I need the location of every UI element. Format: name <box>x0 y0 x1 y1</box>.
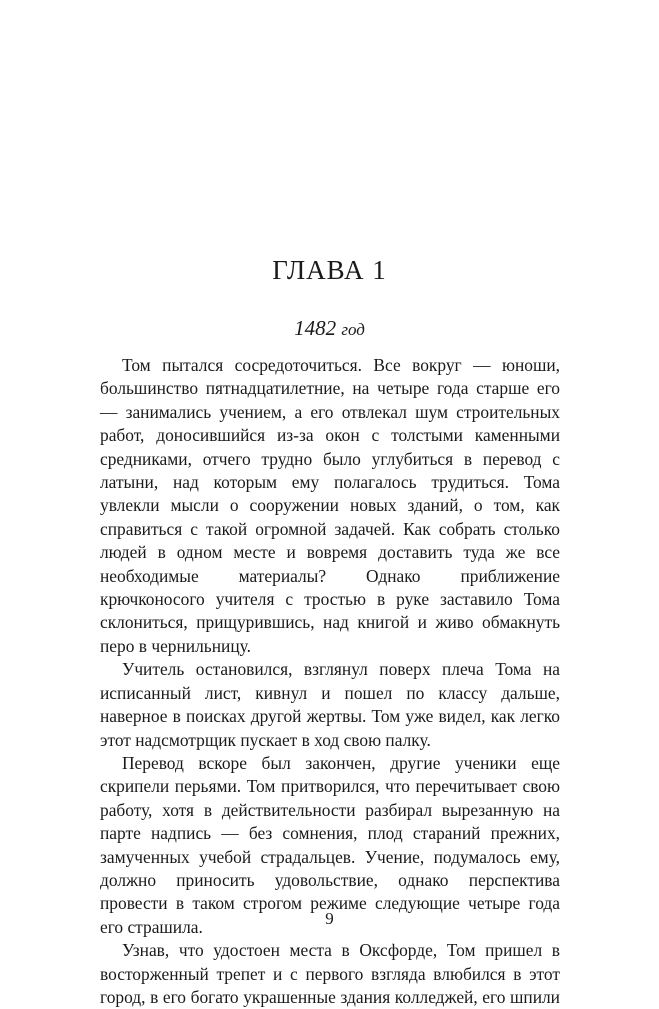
year-heading <box>0 315 659 343</box>
paragraph: Перевод вскоре был закончен, другие ученики еще скрипели перьями. Том притворился, что перечитывает свою работу, хотя в действительности разбирал вырезанную на парте надпись — без сомнения, плод стараний прежних, замученных учебой страдальцев. Учение, подумалось ему, должно приносить удовольствие, однако перспектива провести в таком строгом режиме следующие четыре года его страшила. <box>100 752 560 937</box>
paragraph: Том пытался сосредоточиться. Все вокруг — юноши, большинство пятнадцатилетние, на четыре года старше его — занимались учением, а его отвлекал шум строительных работ, доносившийся из-за окон с толстыми каменными средниками, отчего трудно было углубиться в перевод с латыни, над которым ему полагалось трудиться. Тома увлекли мысли о сооружении новых зданий, о том, как справиться с такой огромной задачей. Как собрать столько людей в одном месте и вовремя доставить туда же все необходимые материалы? Однако приближение крючконосого учителя с тростью в руке заставило Тома склониться, прищурившись, над книгой и живо обмакнуть перо в чернильницу. <box>100 355 560 656</box>
page-number: 9 <box>325 909 334 928</box>
paragraph: Узнав, что удостоен места в Оксфорде, Том пришел в восторженный трепет и с первого взгляда влюбился в этот город, в его богато украшенные здания колледжей, его шпили <box>100 940 560 1007</box>
year-number: 1482 <box>294 316 337 340</box>
paragraph: Учитель остановился, взглянул поверх плеча Тома на исписанный лист, кивнул и пошел по классу дальше, наверное в поисках другой жертвы. Том уже видел, как легко этот надсмотрщик пускает в ход свою палку. <box>100 659 560 750</box>
chapter-title: ГЛАВА 1 <box>272 255 387 285</box>
year-word: год <box>341 320 365 339</box>
